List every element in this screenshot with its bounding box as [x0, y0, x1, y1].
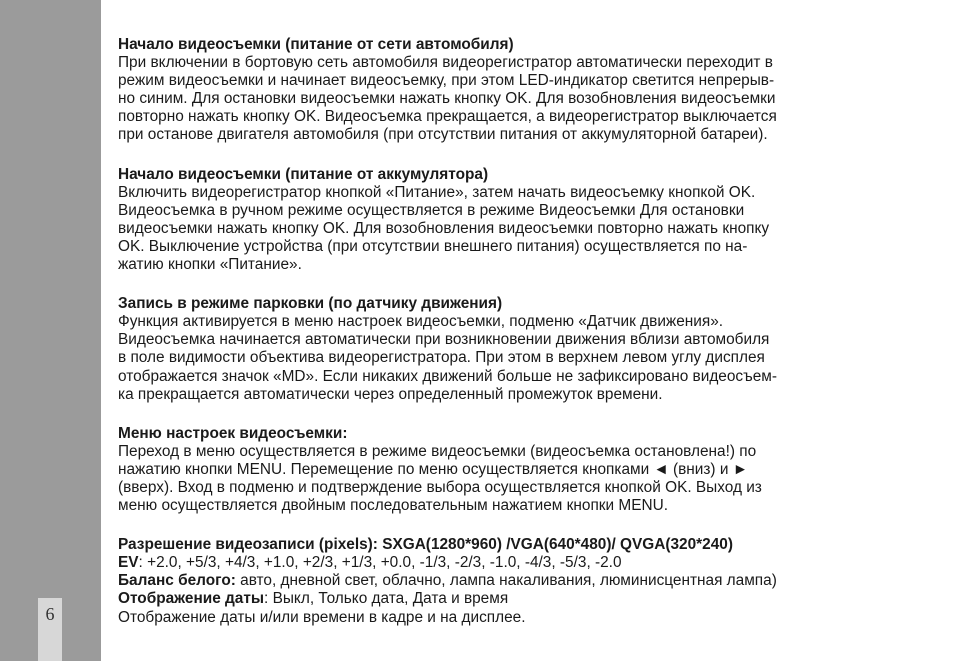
text-line: при останове двигателя автомобиля (при отсутствии питания от аккумуляторной батареи).	[118, 126, 768, 144]
section-settings-menu	[118, 425, 918, 515]
text-line: ка прекращается автоматически через определенный промежуток времени.	[118, 385, 663, 403]
text-line: меню осуществляется двойным последовательным нажатием кнопки MENU.	[118, 497, 668, 515]
section-specs	[118, 536, 918, 626]
date-display-label: Отображение даты	[118, 590, 265, 608]
resolution-line: Разрешение видеозаписи (pixels): SXGA(1280*960) /VGA(640*480)/ QVGA(320*240)	[118, 536, 733, 554]
white-balance-line	[118, 572, 918, 590]
section-parking-mode	[118, 295, 918, 404]
text-line: режим видеосъемки и начинает видеосъемку, при этом LED-индикатор светится непрерыв-	[118, 72, 775, 90]
text-line: При включении в бортовую сеть автомобиля видеорегистратор автоматически переходит в	[118, 54, 773, 72]
text-line: Видеосъемка в ручном режиме осуществляется в режиме Видеосъемки Для остановки	[118, 201, 745, 219]
date-display-note: Отображение даты и/или времени в кадре и на дисплее.	[118, 608, 526, 626]
text-line: OK. Выключение устройства (при отсутствии внешнего питания) осуществляется по на-	[118, 237, 748, 255]
text-line: жатию кнопки «Питание».	[118, 256, 302, 274]
text-line: Функция активируется в меню настроек видеосъемки, подменю «Датчик движения».	[118, 313, 724, 331]
ev-value: : +2.0, +5/3, +4/3, +1.0, +2/3, +1/3, +0.0, -1/3, -2/3, -1.0, -4/3, -5/3, -2.0	[138, 554, 622, 572]
text-line: повторно нажать кнопку OK. Видеосъемка прекращается, а видеорегистратор выключается	[118, 108, 777, 126]
text-line: в поле видимости объектива видеорегистратора. При этом в верхнем левом углу дисплея	[118, 349, 765, 367]
section-car-power	[118, 36, 918, 145]
date-display-value: : Выкл, Только дата, Дата и время	[264, 590, 509, 608]
section-title: Начало видеосъемки (питание от сети автомобиля)	[118, 36, 514, 53]
text-line: видеосъемки нажать кнопку OK. Для возобновления видеосъемки повторно нажать кнопку	[118, 219, 770, 237]
text-line: Включить видеорегистратор кнопкой «Питание», затем начать видеосъемку кнопкой OK.	[118, 183, 756, 201]
section-battery-power	[118, 166, 918, 275]
section-title: Меню настроек видеосъемки:	[118, 424, 348, 442]
text-line: Переход в меню осуществляется в режиме видеосъемки (видеосъемка остановлена!) по	[118, 442, 757, 460]
text-line: (вверх). Вход в подменю и подтверждение выбора осуществляется кнопкой OK. Выход из	[118, 478, 762, 496]
ev-label: EV	[118, 554, 139, 572]
white-balance-value: авто, дневной свет, облачно, лампа накаливания, люминисцентная лампа)	[235, 572, 777, 590]
text-line: но синим. Для остановки видеосъемки нажать кнопку OK. Для возобновления видеосъемки	[118, 90, 776, 108]
text-line: Видеосъемка начинается автоматически при возникновении движения вблизи автомобиля	[118, 331, 770, 349]
ev-line	[118, 554, 918, 572]
page-number: 6	[45, 604, 55, 624]
section-title: Начало видеосъемки (питание от аккумулятора)	[118, 165, 489, 183]
section-title: Запись в режиме парковки (по датчику движения)	[118, 295, 503, 313]
text-line: отображается значок «MD». Если никаких движений больше не зафиксировано видеосъем-	[118, 367, 777, 385]
date-display-line	[118, 590, 918, 608]
side-band	[0, 0, 101, 661]
document-body	[118, 36, 918, 627]
text-line: нажатию кнопки MENU. Перемещение по меню осуществляется кнопками ◄ (вниз) и ►	[118, 460, 748, 478]
white-balance-label: Баланс белого:	[118, 572, 236, 590]
